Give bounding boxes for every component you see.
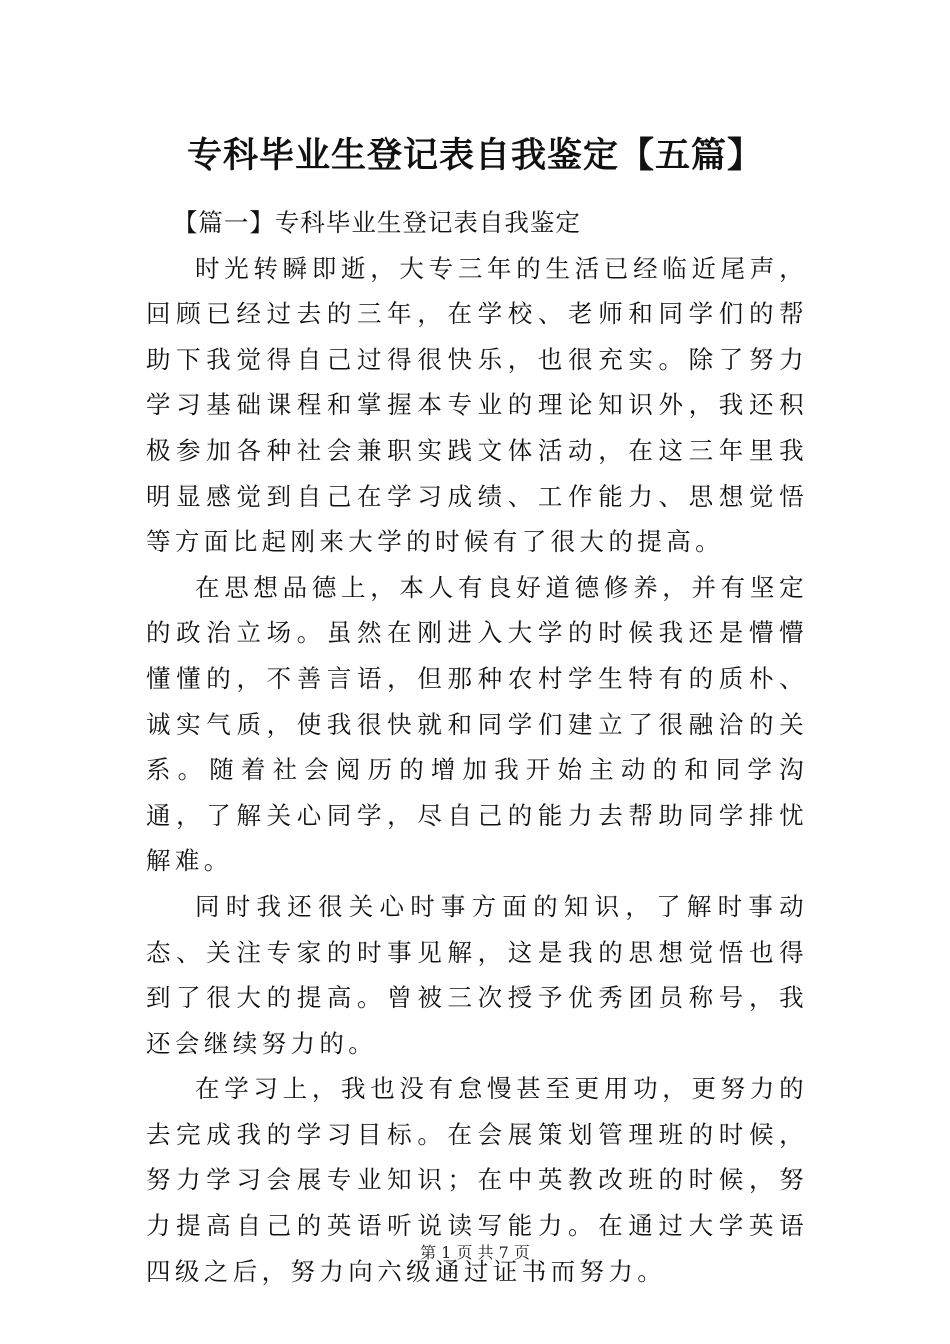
body-paragraph-1: 时光转瞬即逝，大专三年的生活已经临近尾声，回顾已经过去的三年，在学校、老师和同学们的帮助下我觉得自己过得很快乐，也很充实。除了努力学习基础课程和掌握本专业的理论知识外，我还积极参加各种社会兼职实践文体活动，在这三年里我明显感觉到自己在学习成绩、工作能力、思想觉悟等方面比起刚来大学的时候有了很大的提高。 [146,253,808,557]
body-paragraph-2: 在思想品德上，本人有良好道德修养，并有坚定的政治立场。虽然在刚进入大学的时候我还是懵懵懂懂的，不善言语，但那种农村学生特有的质朴、诚实气质，使我很快就和同学们建立了很融洽的关系。随着社会阅历的增加我开始主动的和同学沟通，了解关心同学，尽自己的能力去帮助同学排忧解难。 [146,572,808,876]
section-heading: 【篇一】专科毕业生登记表自我鉴定 [172,208,581,237]
body-paragraph-4: 在学习上，我也没有怠慢甚至更用功，更努力的去完成我的学习目标。在会展策划管理班的时候，努力学习会展专业知识；在中英教改班的时候，努力提高自己的英语听说读写能力。在通过大学英语四级之后，努力向六级通过证书而努力。 [146,1074,808,1286]
body-paragraph-3: 同时我还很关心时事方面的知识，了解时事动态、关注专家的时事见解，这是我的思想觉悟也得到了很大的提高。曾被三次授予优秀团员称号，我还会继续努力的。 [146,891,808,1058]
document-body [146,200,808,1294]
page-footer: 第 1 页 共 7 页 [420,1243,530,1262]
document-title: 专科毕业生登记表自我鉴定【五篇】 [186,135,763,176]
